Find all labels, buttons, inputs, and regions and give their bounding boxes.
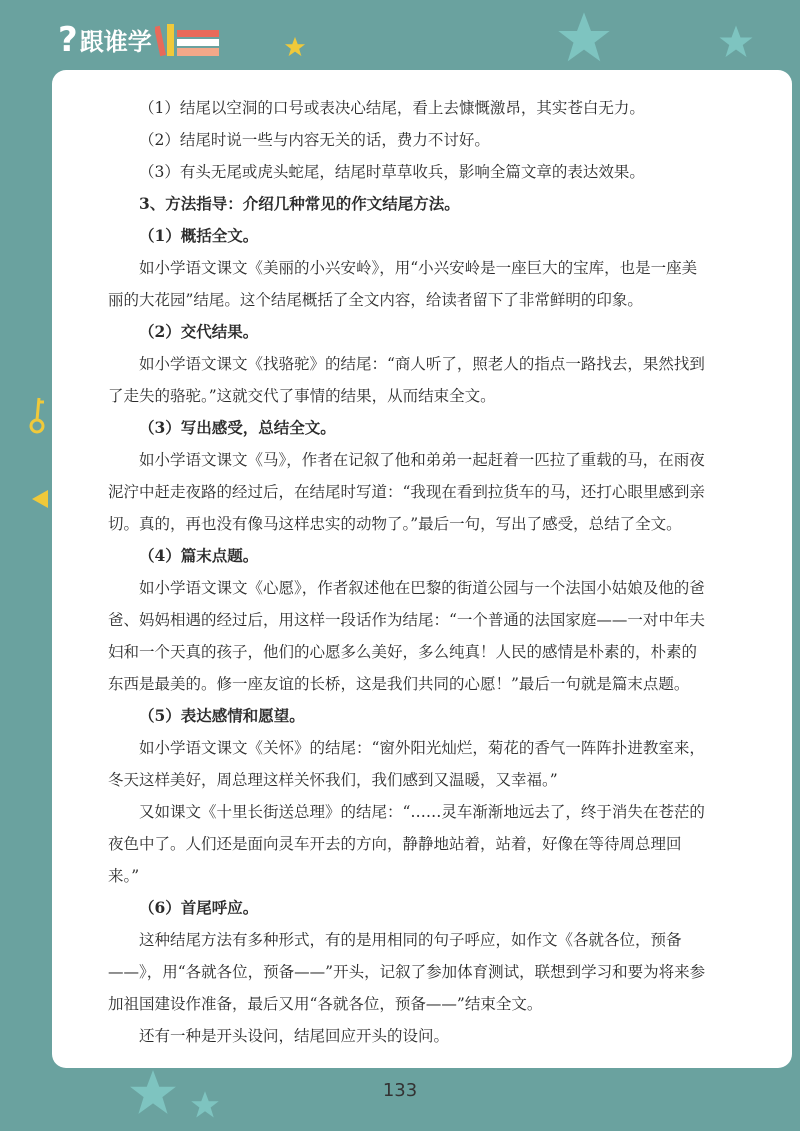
- paragraph: 如小学语文课文《马》，作者在记叙了他和弟弟一起赶着一匹拉了重载的马，在雨夜泥泞中赶走夜路的经过后，在结尾时写道：“我现在看到拉货车的马，还打心眼里感到亲切。真的，再也没有像马这样忠实的动物了。”最后一句，写出了感受，总结了全文。: [108, 451, 705, 533]
- page-content: [108, 92, 708, 1052]
- star-icon: [718, 24, 754, 60]
- subheading: （6）首尾呼应。: [139, 898, 259, 917]
- paragraph: 如小学语文课文《心愿》，作者叙述他在巴黎的街道公园与一个法国小姑娘及他的爸爸、妈妈相遇的经过后，用这样一段话作为结尾：“一个普通的法国家庭——一对中年夫妇和一个天真的孩子，他们的心愿多么美好，多么纯真！人民的感情是朴素的，朴素的东西是最美的。修一座友谊的长桥，这是我们共同的心愿！”最后一句就是篇末点题。: [108, 579, 705, 693]
- brand-logo: [58, 19, 152, 60]
- paragraph: （1）结尾以空洞的口号或表决心结尾，看上去慷慨激昂，其实苍白无力。: [139, 99, 645, 117]
- section-heading: 3、方法指导：介绍几种常见的作文结尾方法。: [139, 194, 460, 213]
- subheading: （1）概括全文。: [139, 226, 259, 245]
- brand-name: 跟谁学: [79, 28, 152, 56]
- books-icon: [155, 20, 223, 60]
- paragraph: （3）有头无尾或虎头蛇尾，结尾时草草收兵，影响全篇文章的表达效果。: [139, 163, 645, 181]
- small-star-icon: [284, 36, 306, 58]
- large-star-icon: [556, 10, 612, 66]
- triangle-marker-icon: [30, 488, 50, 510]
- paragraph: 如小学语文课文《找骆驼》的结尾：“商人听了，照老人的指点一路找去，果然找到了走失的骆驼。”这就交代了事情的结果，从而结束全文。: [108, 355, 705, 405]
- paragraph: 如小学语文课文《美丽的小兴安岭》，用“小兴安岭是一座巨大的宝库，也是一座美丽的大花园”结尾。这个结尾概括了全文内容，给读者留下了非常鲜明的印象。: [108, 259, 698, 309]
- subheading: （2）交代结果。: [139, 322, 259, 341]
- subheading: （5）表达感情和愿望。: [139, 706, 305, 725]
- subheading: （3）写出感受，总结全文。: [139, 418, 336, 437]
- paragraph: 还有一种是开头设问，结尾回应开头的设问。: [139, 1027, 450, 1045]
- question-mark-icon: ?: [58, 19, 78, 60]
- page-number: 133: [382, 1080, 418, 1101]
- paragraph: 如小学语文课文《关怀》的结尾：“窗外阳光灿烂，菊花的香气一阵阵扑进教室来，冬天这样美好，周总理这样关怀我们，我们感到又温暖，又幸福。”: [108, 739, 705, 789]
- paragraph: （2）结尾时说一些与内容无关的话，费力不讨好。: [139, 131, 490, 149]
- paragraph: 这种结尾方法有多种形式，有的是用相同的句子呼应，如作文《各就各位，预备——》，用“各就各位，预备——”开头，记叙了参加体育测试，联想到学习和要为将来参加祖国建设作准备，最后又用“各就各位，预备——”结束全文。: [108, 931, 706, 1013]
- paragraph: 又如课文《十里长街送总理》的结尾：“……灵车渐渐地远去了，终于消失在苍茫的夜色中了。人们还是面向灵车开去的方向，静静地站着，站着，好像在等待周总理回来。”: [108, 803, 705, 885]
- top-banner: [0, 0, 800, 72]
- key-icon: [26, 396, 48, 436]
- subheading: （4）篇末点题。: [139, 546, 259, 565]
